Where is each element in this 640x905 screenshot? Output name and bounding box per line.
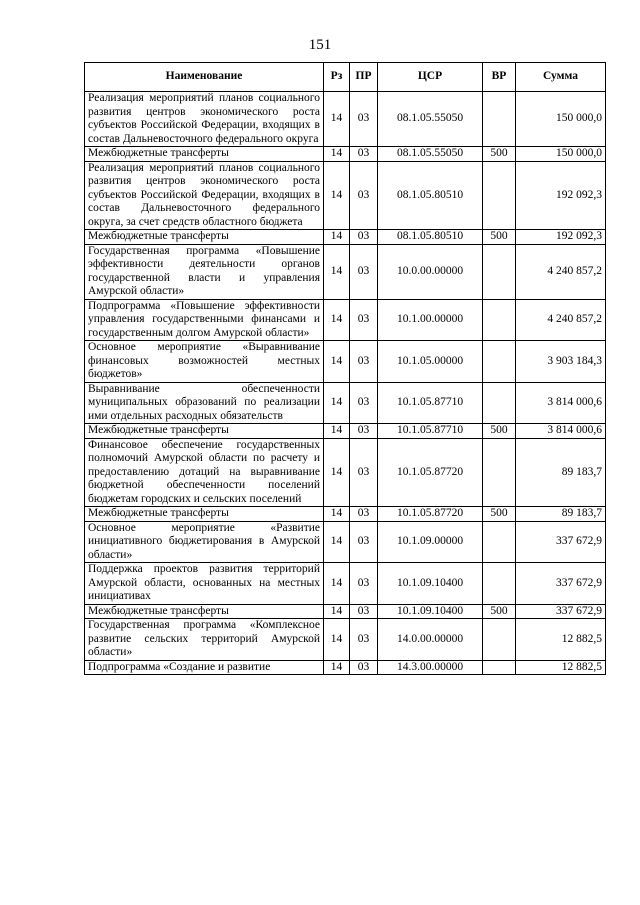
row-rz: 14 — [324, 147, 350, 162]
table-row — [85, 161, 606, 230]
row-name: Межбюджетные трансферты — [85, 230, 324, 245]
header-csr: ЦСР — [378, 63, 483, 92]
table-row — [85, 438, 606, 507]
row-sum: 89 183,7 — [516, 507, 606, 522]
row-sum: 3 903 184,3 — [516, 341, 606, 383]
row-vr — [483, 161, 516, 230]
row-csr: 10.1.09.00000 — [378, 521, 483, 563]
table-row — [85, 92, 606, 147]
header-pr: ПР — [350, 63, 378, 92]
row-rz: 14 — [324, 424, 350, 439]
row-rz: 14 — [324, 521, 350, 563]
row-sum: 337 672,9 — [516, 521, 606, 563]
row-name: Межбюджетные трансферты — [85, 424, 324, 439]
row-csr: 08.1.05.55050 — [378, 147, 483, 162]
row-pr: 03 — [350, 424, 378, 439]
header-vr: ВР — [483, 63, 516, 92]
row-rz: 14 — [324, 92, 350, 147]
row-sum: 12 882,5 — [516, 660, 606, 675]
row-vr — [483, 563, 516, 605]
row-sum: 3 814 000,6 — [516, 382, 606, 424]
row-csr: 10.1.05.00000 — [378, 341, 483, 383]
row-vr — [483, 521, 516, 563]
row-csr: 10.1.05.87720 — [378, 438, 483, 507]
row-pr: 03 — [350, 161, 378, 230]
row-csr: 10.1.09.10400 — [378, 604, 483, 619]
row-rz: 14 — [324, 660, 350, 675]
table-row — [85, 299, 606, 341]
header-rz: Рз — [324, 63, 350, 92]
row-name: Финансовое обеспечение государственных полномочий Амурской области по расчету и предоставлению дотаций на выравнивание бюджетной обеспеченности поселений бюджетам городских и сельских поселений — [85, 438, 324, 507]
row-pr: 03 — [350, 507, 378, 522]
row-pr: 03 — [350, 244, 378, 299]
row-sum: 337 672,9 — [516, 563, 606, 605]
row-vr: 500 — [483, 147, 516, 162]
row-pr: 03 — [350, 341, 378, 383]
page-number: 151 — [308, 37, 332, 53]
row-name: Выравнивание обеспеченности муниципальных образований по реализации ими отдельных расходных обязательств — [85, 382, 324, 424]
table-row — [85, 382, 606, 424]
table-body — [85, 92, 606, 675]
table-row — [85, 563, 606, 605]
header-name: Наименование — [85, 63, 324, 92]
row-pr: 03 — [350, 604, 378, 619]
row-vr: 500 — [483, 604, 516, 619]
row-vr: 500 — [483, 507, 516, 522]
row-csr: 10.1.09.10400 — [378, 563, 483, 605]
row-sum: 192 092,3 — [516, 161, 606, 230]
row-pr: 03 — [350, 92, 378, 147]
row-vr — [483, 382, 516, 424]
row-name: Основное мероприятие «Развитие инициативного бюджетирования в Амурской области» — [85, 521, 324, 563]
row-vr — [483, 438, 516, 507]
table-row — [85, 521, 606, 563]
row-csr: 10.1.00.00000 — [378, 299, 483, 341]
row-rz: 14 — [324, 341, 350, 383]
row-csr: 10.0.00.00000 — [378, 244, 483, 299]
budget-table — [84, 62, 606, 675]
table-row — [85, 341, 606, 383]
row-sum: 4 240 857,2 — [516, 244, 606, 299]
row-rz: 14 — [324, 299, 350, 341]
row-vr — [483, 299, 516, 341]
row-csr: 14.3.00.00000 — [378, 660, 483, 675]
row-vr — [483, 660, 516, 675]
table-row — [85, 230, 606, 245]
row-vr: 500 — [483, 230, 516, 245]
row-csr: 08.1.05.55050 — [378, 92, 483, 147]
row-csr: 08.1.05.80510 — [378, 230, 483, 245]
table-row — [85, 604, 606, 619]
row-rz: 14 — [324, 382, 350, 424]
row-sum: 12 882,5 — [516, 619, 606, 661]
row-name: Государственная программа «Комплексное развитие сельских территорий Амурской области» — [85, 619, 324, 661]
row-rz: 14 — [324, 161, 350, 230]
row-sum: 150 000,0 — [516, 92, 606, 147]
row-pr: 03 — [350, 438, 378, 507]
row-pr: 03 — [350, 619, 378, 661]
row-sum: 89 183,7 — [516, 438, 606, 507]
row-pr: 03 — [350, 382, 378, 424]
row-rz: 14 — [324, 244, 350, 299]
row-name: Реализация мероприятий планов социального развития центров экономического роста субъектов Российской Федерации, входящих в состав Дальневосточного федерального округа — [85, 92, 324, 147]
table-row — [85, 619, 606, 661]
row-name: Государственная программа «Повышение эффективности деятельности органов государственной власти и управления Амурской области» — [85, 244, 324, 299]
row-vr: 500 — [483, 424, 516, 439]
row-sum: 150 000,0 — [516, 147, 606, 162]
row-sum: 4 240 857,2 — [516, 299, 606, 341]
row-vr — [483, 244, 516, 299]
row-csr: 10.1.05.87710 — [378, 382, 483, 424]
table-row — [85, 660, 606, 675]
row-rz: 14 — [324, 619, 350, 661]
row-csr: 10.1.05.87720 — [378, 507, 483, 522]
row-pr: 03 — [350, 230, 378, 245]
row-name: Межбюджетные трансферты — [85, 507, 324, 522]
row-rz: 14 — [324, 230, 350, 245]
row-pr: 03 — [350, 521, 378, 563]
row-name: Поддержка проектов развития территорий Амурской области, основанных на местных инициативах — [85, 563, 324, 605]
row-name: Основное мероприятие «Выравнивание финансовых возможностей местных бюджетов» — [85, 341, 324, 383]
row-pr: 03 — [350, 299, 378, 341]
row-rz: 14 — [324, 438, 350, 507]
row-name: Межбюджетные трансферты — [85, 147, 324, 162]
row-pr: 03 — [350, 147, 378, 162]
row-sum: 3 814 000,6 — [516, 424, 606, 439]
table-row — [85, 507, 606, 522]
row-sum: 192 092,3 — [516, 230, 606, 245]
row-name: Подпрограмма «Повышение эффективности управления государственными финансами и государственным долгом Амурской области» — [85, 299, 324, 341]
row-pr: 03 — [350, 563, 378, 605]
table-header-row — [85, 63, 606, 92]
row-name: Реализация мероприятий планов социального развития центров экономического роста субъектов Российской Федерации, входящих в состав Дальневосточного федерального округа, за счет средств областного бюджета — [85, 161, 324, 230]
table-row — [85, 244, 606, 299]
row-vr — [483, 341, 516, 383]
row-vr — [483, 92, 516, 147]
table-row — [85, 147, 606, 162]
row-pr: 03 — [350, 660, 378, 675]
row-name: Межбюджетные трансферты — [85, 604, 324, 619]
row-csr: 14.0.00.00000 — [378, 619, 483, 661]
row-csr: 10.1.05.87710 — [378, 424, 483, 439]
row-csr: 08.1.05.80510 — [378, 161, 483, 230]
row-sum: 337 672,9 — [516, 604, 606, 619]
row-rz: 14 — [324, 563, 350, 605]
header-sum: Сумма — [516, 63, 606, 92]
row-vr — [483, 619, 516, 661]
row-name: Подпрограмма «Создание и развитие — [85, 660, 324, 675]
table-row — [85, 424, 606, 439]
row-rz: 14 — [324, 604, 350, 619]
row-rz: 14 — [324, 507, 350, 522]
